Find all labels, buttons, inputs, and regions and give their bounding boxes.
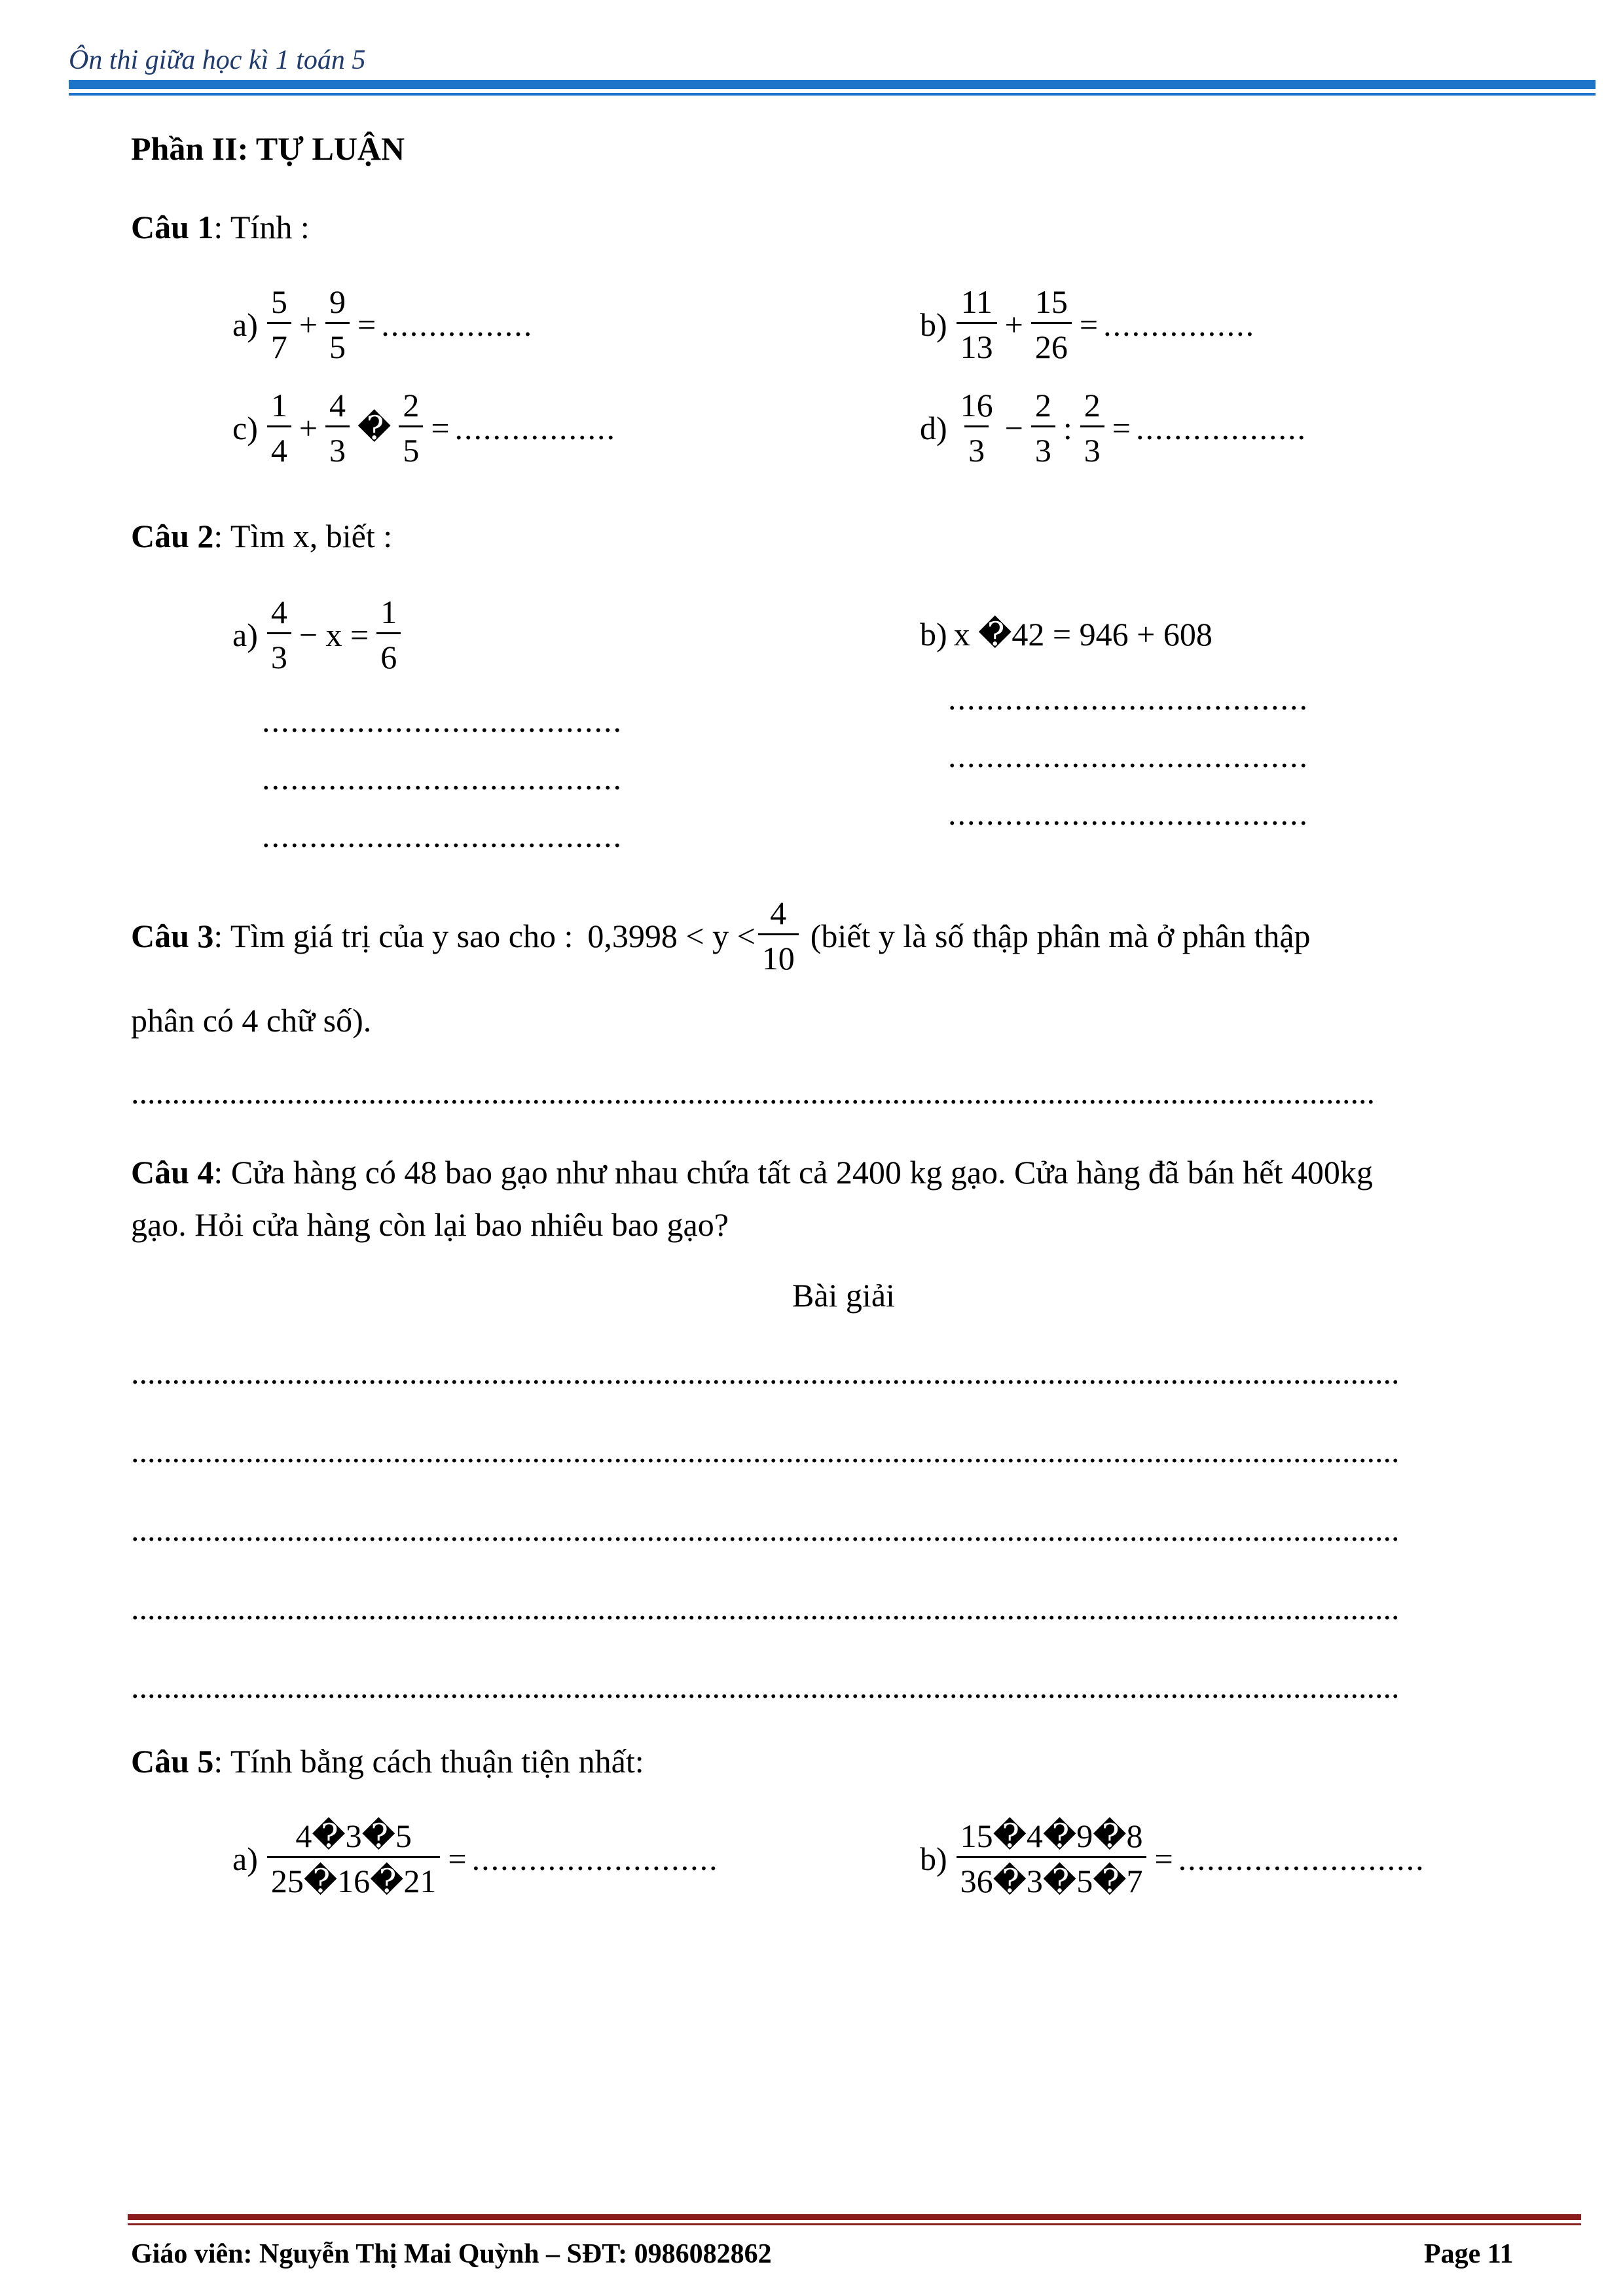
q1-a-label: a) bbox=[232, 306, 258, 343]
answer-blank: .......................... bbox=[471, 1840, 719, 1877]
q2-a: a) $\frac{4}{3}$ − x = $\frac{1}{6}$ bbox=[232, 596, 403, 673]
q2-b bbox=[920, 615, 1213, 653]
fraction: $\frac{4}{3}$ bbox=[325, 389, 350, 467]
answer-blank: ................. bbox=[454, 409, 617, 446]
header-rule-thin bbox=[69, 93, 1596, 96]
answer-blank: ................ bbox=[381, 306, 534, 343]
q3-inequality: 0,3998 < y < bbox=[587, 917, 756, 954]
fraction: $\frac{1}{6}$ bbox=[376, 596, 401, 673]
q4-text1: : Cửa hàng có 48 bao gạo như nhau chứa tất cả 2400 kg gạo. Cửa hàng đã bán hết 400kg bbox=[213, 1154, 1373, 1191]
q3-row bbox=[131, 897, 1311, 975]
q1-c-label: c) bbox=[232, 409, 258, 446]
answer-line: ...................................... bbox=[948, 680, 1309, 717]
q3-line2: phân có 4 chữ số). bbox=[131, 1002, 372, 1039]
q1-b-label: b) bbox=[920, 306, 947, 343]
answer-blank: ................ bbox=[1103, 306, 1256, 343]
q2-b-expression: x �42 = 946 + 608 bbox=[953, 616, 1213, 653]
footer-rule bbox=[128, 2214, 1581, 2220]
q1-d-label: d) bbox=[920, 409, 947, 446]
answer-line: ........................................................................................................................................................... bbox=[131, 1668, 1400, 1705]
q2-b-label: b) bbox=[920, 616, 947, 653]
answer-blank: .......................... bbox=[1178, 1840, 1425, 1877]
q3-label: Câu 3 bbox=[131, 917, 214, 954]
answer-blank: .................. bbox=[1135, 409, 1307, 446]
section-title: Phần II: TỰ LUẬN bbox=[131, 130, 405, 167]
q4-label: Câu 4 bbox=[131, 1154, 214, 1191]
q5-heading bbox=[131, 1742, 644, 1780]
fraction: $\frac{15�4�9�8}{36�3�5�7}$ bbox=[957, 1820, 1147, 1897]
q5-b: b) $\frac{15�4�9�8}{36�3�5�7}$ = .......................... bbox=[920, 1818, 1425, 1899]
solution-heading: Bài giải bbox=[792, 1277, 895, 1314]
q1-label: Câu 1 bbox=[131, 209, 214, 245]
answer-line: ........................................................................................................................................................... bbox=[131, 1433, 1400, 1469]
q1-b: b) $\frac{11}{13}$ + $\frac{15}{26}$ = ................ bbox=[920, 283, 1256, 365]
fraction: $\frac{11}{13}$ bbox=[957, 285, 997, 363]
q5-b-label: b) bbox=[920, 1840, 947, 1877]
q3-tail: (biết y là số thập phân mà ở phân thập bbox=[810, 917, 1311, 954]
answer-line: ...................................... bbox=[948, 738, 1309, 774]
answer-line: ...................................... bbox=[948, 795, 1309, 832]
footer-teacher: Giáo viên: Nguyễn Thị Mai Quỳnh – SĐT: 0986082862 bbox=[131, 2239, 772, 2269]
fraction: $\frac{2}{3}$ bbox=[1080, 389, 1104, 467]
header-title: Ôn thi giữa học kì 1 toán 5 bbox=[69, 45, 366, 75]
fraction: $\frac{1}{4}$ bbox=[267, 389, 291, 467]
fraction: $\frac{4}{3}$ bbox=[267, 596, 291, 673]
answer-line: ........................................................................................................................................................... bbox=[131, 1354, 1400, 1391]
answer-line: ...................................... bbox=[262, 817, 623, 854]
q5-label: Câu 5 bbox=[131, 1743, 214, 1780]
footer-rule-thin bbox=[128, 2223, 1581, 2225]
q5-a-label: a) bbox=[232, 1840, 258, 1877]
fraction: $\frac{5}{7}$ bbox=[267, 285, 291, 363]
fraction: $\frac{16}{3}$ bbox=[960, 387, 993, 469]
fraction: $\frac{2}{3}$ bbox=[1031, 389, 1055, 467]
q4-line1 bbox=[131, 1153, 1373, 1191]
footer-page-number: Page 11 bbox=[1424, 2239, 1514, 2269]
answer-line: ........................................................................................................................................................ bbox=[131, 1074, 1375, 1111]
q1-a: a) $\frac{5}{7}$ + $\frac{9}{5}$ = ................ bbox=[232, 283, 534, 365]
q1-prompt: : Tính : bbox=[213, 209, 310, 245]
fraction: $\frac{2}{5}$ bbox=[399, 389, 423, 467]
answer-line: ...................................... bbox=[262, 760, 623, 797]
answer-line: ........................................................................................................................................................... bbox=[131, 1511, 1400, 1548]
q4-text2: gạo. Hỏi cửa hàng còn lại bao nhiêu bao gạo? bbox=[131, 1206, 729, 1243]
q5-a: a) $\frac{4�3�5}{25�16�21}$ = .......................... bbox=[232, 1818, 719, 1899]
answer-line: ...................................... bbox=[262, 702, 623, 739]
q1-d: d) $\frac{16}{3}$ − $\frac{2}{3}$ : $\frac{2}{3}$ = .................. bbox=[920, 387, 1307, 469]
q2-prompt: : Tìm x, biết : bbox=[213, 518, 393, 554]
fraction: $\frac{4}{10}$ bbox=[758, 897, 799, 975]
fraction: $\frac{4�3�5}{25�16�21}$ bbox=[267, 1820, 441, 1897]
q2-label: Câu 2 bbox=[131, 518, 214, 554]
q2-a-label: a) bbox=[232, 616, 258, 653]
q5-prompt: : Tính bằng cách thuận tiện nhất: bbox=[213, 1743, 644, 1780]
answer-line: ........................................................................................................................................................... bbox=[131, 1590, 1400, 1626]
header-rule bbox=[69, 80, 1596, 89]
fraction: $\frac{15}{26}$ bbox=[1031, 285, 1072, 363]
q2-heading bbox=[131, 517, 392, 555]
q3-prompt: : Tìm giá trị của y sao cho : bbox=[213, 917, 574, 954]
q1-heading bbox=[131, 208, 310, 246]
fraction: $\frac{9}{5}$ bbox=[325, 285, 350, 363]
q1-c: c) $\frac{1}{4}$ + $\frac{4}{3}$ � $\frac{2}{5}$ = ................. bbox=[232, 387, 617, 469]
